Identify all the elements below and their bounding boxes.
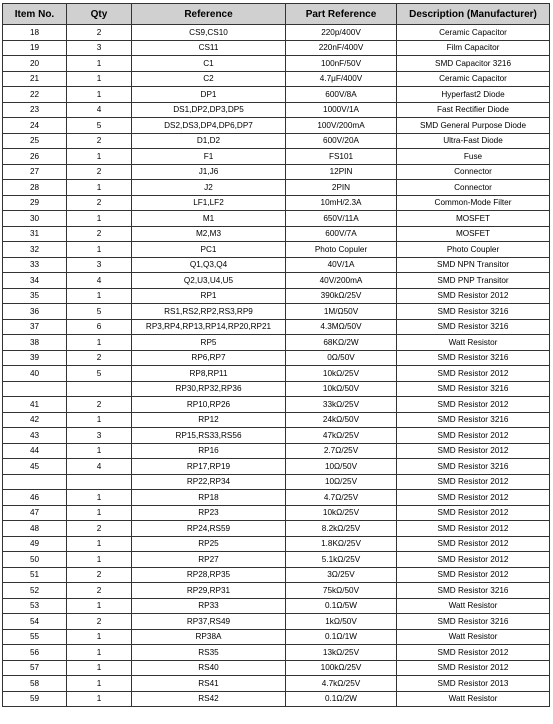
cell-reference: RP1 xyxy=(132,288,286,304)
cell-item-no: 55 xyxy=(3,629,67,645)
cell-qty: 1 xyxy=(67,629,132,645)
cell-part-reference: 3Ω/25V xyxy=(286,567,397,583)
cell-part-reference: 0.1Ω/2W xyxy=(286,691,397,707)
cell-part-reference: 4.7Ω/25V xyxy=(286,490,397,506)
table-row xyxy=(3,288,550,304)
cell-part-reference: 40V/200mA xyxy=(286,273,397,289)
table-row xyxy=(3,397,550,413)
cell-item-no xyxy=(3,381,67,397)
cell-item-no: 50 xyxy=(3,552,67,568)
cell-qty: 5 xyxy=(67,304,132,320)
table-row xyxy=(3,226,550,242)
cell-reference: RP37,RS49 xyxy=(132,614,286,630)
cell-description: SMD Resistor 3216 xyxy=(397,614,550,630)
table-row xyxy=(3,660,550,676)
cell-reference: RS35 xyxy=(132,645,286,661)
cell-qty: 1 xyxy=(67,505,132,521)
table-row xyxy=(3,412,550,428)
cell-item-no: 34 xyxy=(3,273,67,289)
cell-qty: 1 xyxy=(67,443,132,459)
cell-item-no: 58 xyxy=(3,676,67,692)
cell-qty: 1 xyxy=(67,536,132,552)
cell-reference: RP3,RP4,RP13,RP14,RP20,RP21 xyxy=(132,319,286,335)
table-row xyxy=(3,381,550,397)
cell-qty: 4 xyxy=(67,459,132,475)
table-row xyxy=(3,676,550,692)
cell-reference: LF1,LF2 xyxy=(132,195,286,211)
cell-part-reference: 10mH/2.3A xyxy=(286,195,397,211)
table-row xyxy=(3,350,550,366)
cell-description: Fast Rectifier Diode xyxy=(397,102,550,118)
cell-item-no: 51 xyxy=(3,567,67,583)
cell-qty xyxy=(67,381,132,397)
cell-description: Connector xyxy=(397,164,550,180)
cell-qty: 2 xyxy=(67,397,132,413)
cell-part-reference: 1kΩ/50V xyxy=(286,614,397,630)
cell-item-no: 45 xyxy=(3,459,67,475)
cell-part-reference: 650V/11A xyxy=(286,211,397,227)
header-row xyxy=(3,4,550,25)
cell-description: SMD Resistor 2012 xyxy=(397,366,550,382)
cell-part-reference: FS101 xyxy=(286,149,397,165)
cell-item-no: 52 xyxy=(3,583,67,599)
cell-part-reference: 100nF/50V xyxy=(286,56,397,72)
cell-reference: C1 xyxy=(132,56,286,72)
table-row xyxy=(3,552,550,568)
table-row xyxy=(3,195,550,211)
cell-qty: 4 xyxy=(67,273,132,289)
table-row xyxy=(3,629,550,645)
cell-description: SMD Resistor 2012 xyxy=(397,552,550,568)
cell-item-no: 48 xyxy=(3,521,67,537)
cell-part-reference: 12PIN xyxy=(286,164,397,180)
cell-part-reference: 5.1kΩ/25V xyxy=(286,552,397,568)
cell-description: MOSFET xyxy=(397,211,550,227)
header-reference: Reference xyxy=(132,4,286,25)
table-row xyxy=(3,598,550,614)
cell-reference: PC1 xyxy=(132,242,286,258)
cell-description: Watt Resistor xyxy=(397,598,550,614)
cell-description: MOSFET xyxy=(397,226,550,242)
cell-reference: J2 xyxy=(132,180,286,196)
cell-reference: Q2,U3,U4,U5 xyxy=(132,273,286,289)
cell-reference: DS1,DP2,DP3,DP5 xyxy=(132,102,286,118)
cell-reference: C2 xyxy=(132,71,286,87)
bom-table xyxy=(2,3,550,707)
cell-item-no: 18 xyxy=(3,25,67,41)
cell-part-reference: 600V/8A xyxy=(286,87,397,103)
cell-part-reference: 10Ω/50V xyxy=(286,459,397,475)
cell-description: Ceramic Capacitor xyxy=(397,71,550,87)
cell-part-reference: 8.2kΩ/25V xyxy=(286,521,397,537)
cell-part-reference: 100V/200mA xyxy=(286,118,397,134)
cell-item-no: 43 xyxy=(3,428,67,444)
cell-item-no: 56 xyxy=(3,645,67,661)
cell-reference: RS1,RS2,RP2,RS3,RP9 xyxy=(132,304,286,320)
table-row xyxy=(3,211,550,227)
cell-reference: RS40 xyxy=(132,660,286,676)
cell-reference: RP29,RP31 xyxy=(132,583,286,599)
cell-description: SMD Resistor 2012 xyxy=(397,536,550,552)
table-row xyxy=(3,149,550,165)
cell-description: SMD Resistor 3216 xyxy=(397,319,550,335)
cell-reference: RP38A xyxy=(132,629,286,645)
cell-qty: 3 xyxy=(67,428,132,444)
cell-item-no: 57 xyxy=(3,660,67,676)
cell-item-no: 47 xyxy=(3,505,67,521)
table-row xyxy=(3,180,550,196)
cell-reference: RS41 xyxy=(132,676,286,692)
cell-item-no: 22 xyxy=(3,87,67,103)
cell-description: SMD Resistor 3216 xyxy=(397,304,550,320)
cell-item-no: 38 xyxy=(3,335,67,351)
header-qty: Qty xyxy=(67,4,132,25)
cell-description: SMD Resistor 2012 xyxy=(397,567,550,583)
cell-item-no: 39 xyxy=(3,350,67,366)
cell-description: SMD Resistor 2012 xyxy=(397,490,550,506)
table-row xyxy=(3,614,550,630)
table-row xyxy=(3,443,550,459)
cell-qty: 1 xyxy=(67,211,132,227)
table-row xyxy=(3,102,550,118)
cell-qty: 2 xyxy=(67,164,132,180)
cell-qty: 1 xyxy=(67,56,132,72)
table-row xyxy=(3,490,550,506)
cell-reference: CS11 xyxy=(132,40,286,56)
cell-part-reference: 33kΩ/25V xyxy=(286,397,397,413)
table-row xyxy=(3,459,550,475)
cell-qty: 2 xyxy=(67,583,132,599)
cell-qty: 1 xyxy=(67,645,132,661)
cell-reference: RP25 xyxy=(132,536,286,552)
cell-item-no: 25 xyxy=(3,133,67,149)
cell-item-no: 49 xyxy=(3,536,67,552)
cell-part-reference: 220p/400V xyxy=(286,25,397,41)
cell-reference: D1,D2 xyxy=(132,133,286,149)
cell-item-no: 41 xyxy=(3,397,67,413)
cell-reference: DS2,DS3,DP4,DP6,DP7 xyxy=(132,118,286,134)
table-row xyxy=(3,521,550,537)
cell-part-reference: 4.3MΩ/50V xyxy=(286,319,397,335)
cell-qty: 2 xyxy=(67,226,132,242)
cell-qty: 2 xyxy=(67,350,132,366)
cell-item-no xyxy=(3,474,67,490)
cell-qty: 2 xyxy=(67,195,132,211)
cell-description: SMD Resistor 2012 xyxy=(397,505,550,521)
cell-description: Photo Coupler xyxy=(397,242,550,258)
cell-item-no: 21 xyxy=(3,71,67,87)
cell-qty: 1 xyxy=(67,71,132,87)
cell-description: SMD General Purpose Diode xyxy=(397,118,550,134)
cell-part-reference: 40V/1A xyxy=(286,257,397,273)
cell-qty: 1 xyxy=(67,490,132,506)
table-row xyxy=(3,505,550,521)
cell-part-reference: 13kΩ/25V xyxy=(286,645,397,661)
cell-description: Ceramic Capacitor xyxy=(397,25,550,41)
cell-description: Common-Mode Filter xyxy=(397,195,550,211)
cell-reference: RP33 xyxy=(132,598,286,614)
cell-qty: 3 xyxy=(67,257,132,273)
table-row xyxy=(3,164,550,180)
table-row xyxy=(3,319,550,335)
table-row xyxy=(3,583,550,599)
cell-qty xyxy=(67,474,132,490)
table-row xyxy=(3,25,550,41)
cell-item-no: 32 xyxy=(3,242,67,258)
cell-description: SMD Resistor 2012 xyxy=(397,397,550,413)
cell-reference: M2,M3 xyxy=(132,226,286,242)
cell-description: Watt Resistor xyxy=(397,691,550,707)
table-row xyxy=(3,645,550,661)
cell-part-reference: 10Ω/25V xyxy=(286,474,397,490)
cell-part-reference: 600V/20A xyxy=(286,133,397,149)
cell-item-no: 23 xyxy=(3,102,67,118)
cell-description: SMD Resistor 2012 xyxy=(397,474,550,490)
cell-part-reference: 0.1Ω/1W xyxy=(286,629,397,645)
cell-item-no: 24 xyxy=(3,118,67,134)
cell-part-reference: 75kΩ/50V xyxy=(286,583,397,599)
cell-qty: 1 xyxy=(67,335,132,351)
cell-item-no: 42 xyxy=(3,412,67,428)
cell-part-reference: 600V/7A xyxy=(286,226,397,242)
cell-reference: RP12 xyxy=(132,412,286,428)
cell-reference: RP18 xyxy=(132,490,286,506)
cell-reference: M1 xyxy=(132,211,286,227)
cell-description: SMD Resistor 3216 xyxy=(397,583,550,599)
cell-description: SMD Resistor 2012 xyxy=(397,645,550,661)
cell-qty: 1 xyxy=(67,288,132,304)
cell-description: Film Capacitor xyxy=(397,40,550,56)
cell-reference: RP6,RP7 xyxy=(132,350,286,366)
cell-item-no: 29 xyxy=(3,195,67,211)
cell-qty: 2 xyxy=(67,567,132,583)
cell-part-reference: 24kΩ/50V xyxy=(286,412,397,428)
cell-item-no: 30 xyxy=(3,211,67,227)
cell-item-no: 33 xyxy=(3,257,67,273)
table-row xyxy=(3,71,550,87)
cell-item-no: 54 xyxy=(3,614,67,630)
table-row xyxy=(3,273,550,289)
table-row xyxy=(3,536,550,552)
cell-item-no: 26 xyxy=(3,149,67,165)
cell-item-no: 44 xyxy=(3,443,67,459)
cell-reference: RP22,RP34 xyxy=(132,474,286,490)
cell-description: SMD Capacitor 3216 xyxy=(397,56,550,72)
cell-item-no: 59 xyxy=(3,691,67,707)
cell-item-no: 53 xyxy=(3,598,67,614)
table-row xyxy=(3,87,550,103)
cell-description: SMD Resistor 2012 xyxy=(397,288,550,304)
cell-qty: 1 xyxy=(67,691,132,707)
cell-part-reference: 47kΩ/25V xyxy=(286,428,397,444)
cell-reference: RP23 xyxy=(132,505,286,521)
cell-reference: RP15,RS33,RS56 xyxy=(132,428,286,444)
cell-qty: 6 xyxy=(67,319,132,335)
cell-qty: 1 xyxy=(67,660,132,676)
cell-part-reference: 1M/Ω50V xyxy=(286,304,397,320)
cell-reference: RP30,RP32,RP36 xyxy=(132,381,286,397)
cell-item-no: 40 xyxy=(3,366,67,382)
cell-item-no: 37 xyxy=(3,319,67,335)
table-row xyxy=(3,428,550,444)
table-row xyxy=(3,257,550,273)
cell-reference: RP8,RP11 xyxy=(132,366,286,382)
cell-qty: 2 xyxy=(67,521,132,537)
cell-qty: 1 xyxy=(67,552,132,568)
cell-reference: Q1,Q3,Q4 xyxy=(132,257,286,273)
cell-item-no: 46 xyxy=(3,490,67,506)
cell-description: SMD NPN Transitor xyxy=(397,257,550,273)
table-row xyxy=(3,567,550,583)
cell-part-reference: 0Ω/50V xyxy=(286,350,397,366)
cell-qty: 1 xyxy=(67,242,132,258)
cell-part-reference: 4.7kΩ/25V xyxy=(286,676,397,692)
cell-item-no: 31 xyxy=(3,226,67,242)
cell-qty: 1 xyxy=(67,676,132,692)
cell-qty: 1 xyxy=(67,598,132,614)
table-row xyxy=(3,118,550,134)
cell-description: SMD Resistor 3216 xyxy=(397,381,550,397)
header-part-reference: Part Reference xyxy=(286,4,397,25)
table-row xyxy=(3,335,550,351)
table-row xyxy=(3,133,550,149)
cell-part-reference: 4.7μF/400V xyxy=(286,71,397,87)
cell-part-reference: 2.7Ω/25V xyxy=(286,443,397,459)
cell-qty: 2 xyxy=(67,25,132,41)
cell-qty: 5 xyxy=(67,366,132,382)
cell-reference: RS42 xyxy=(132,691,286,707)
cell-description: Fuse xyxy=(397,149,550,165)
cell-qty: 5 xyxy=(67,118,132,134)
cell-qty: 3 xyxy=(67,40,132,56)
cell-item-no: 27 xyxy=(3,164,67,180)
cell-qty: 1 xyxy=(67,87,132,103)
table-row xyxy=(3,40,550,56)
cell-qty: 1 xyxy=(67,180,132,196)
cell-reference: J1,J6 xyxy=(132,164,286,180)
table-row xyxy=(3,242,550,258)
cell-reference: RP10,RP26 xyxy=(132,397,286,413)
cell-part-reference: 1000V/1A xyxy=(286,102,397,118)
cell-part-reference: 2PIN xyxy=(286,180,397,196)
cell-qty: 2 xyxy=(67,614,132,630)
cell-part-reference: 100kΩ/25V xyxy=(286,660,397,676)
cell-reference: RP28,RP35 xyxy=(132,567,286,583)
cell-reference: DP1 xyxy=(132,87,286,103)
cell-reference: RP24,RS59 xyxy=(132,521,286,537)
cell-reference: CS9,CS10 xyxy=(132,25,286,41)
table-row xyxy=(3,474,550,490)
cell-description: Watt Resistor xyxy=(397,335,550,351)
cell-reference: RP5 xyxy=(132,335,286,351)
cell-description: SMD Resistor 2012 xyxy=(397,521,550,537)
cell-item-no: 20 xyxy=(3,56,67,72)
cell-item-no: 19 xyxy=(3,40,67,56)
cell-description: SMD PNP Transitor xyxy=(397,273,550,289)
table-row xyxy=(3,691,550,707)
cell-description: Watt Resistor xyxy=(397,629,550,645)
cell-part-reference: 10kΩ/50V xyxy=(286,381,397,397)
cell-qty: 4 xyxy=(67,102,132,118)
cell-description: SMD Resistor 3216 xyxy=(397,459,550,475)
cell-part-reference: 1.8KΩ/25V xyxy=(286,536,397,552)
header-description: Description (Manufacturer) xyxy=(397,4,550,25)
cell-description: SMD Resistor 3216 xyxy=(397,350,550,366)
cell-part-reference: 0.1Ω/5W xyxy=(286,598,397,614)
table-row xyxy=(3,304,550,320)
cell-description: SMD Resistor 2012 xyxy=(397,443,550,459)
cell-description: SMD Resistor 2012 xyxy=(397,660,550,676)
cell-qty: 1 xyxy=(67,149,132,165)
cell-part-reference: Photo Copuler xyxy=(286,242,397,258)
cell-item-no: 36 xyxy=(3,304,67,320)
cell-part-reference: 68KΩ/2W xyxy=(286,335,397,351)
table-row xyxy=(3,56,550,72)
cell-item-no: 35 xyxy=(3,288,67,304)
cell-reference: F1 xyxy=(132,149,286,165)
header-item-no: Item No. xyxy=(3,4,67,25)
cell-qty: 2 xyxy=(67,133,132,149)
cell-description: SMD Resistor 2013 xyxy=(397,676,550,692)
cell-description: Hyperfast2 Diode xyxy=(397,87,550,103)
table-row xyxy=(3,366,550,382)
cell-part-reference: 220nF/400V xyxy=(286,40,397,56)
cell-description: Connector xyxy=(397,180,550,196)
cell-description: Ultra-Fast Diode xyxy=(397,133,550,149)
cell-part-reference: 390kΩ/25V xyxy=(286,288,397,304)
cell-reference: RP27 xyxy=(132,552,286,568)
cell-reference: RP16 xyxy=(132,443,286,459)
cell-part-reference: 10kΩ/25V xyxy=(286,366,397,382)
cell-description: SMD Resistor 2012 xyxy=(397,428,550,444)
cell-description: SMD Resistor 3216 xyxy=(397,412,550,428)
cell-item-no: 28 xyxy=(3,180,67,196)
cell-qty: 1 xyxy=(67,412,132,428)
cell-reference: RP17,RP19 xyxy=(132,459,286,475)
cell-part-reference: 10kΩ/25V xyxy=(286,505,397,521)
bom-body xyxy=(3,25,550,707)
